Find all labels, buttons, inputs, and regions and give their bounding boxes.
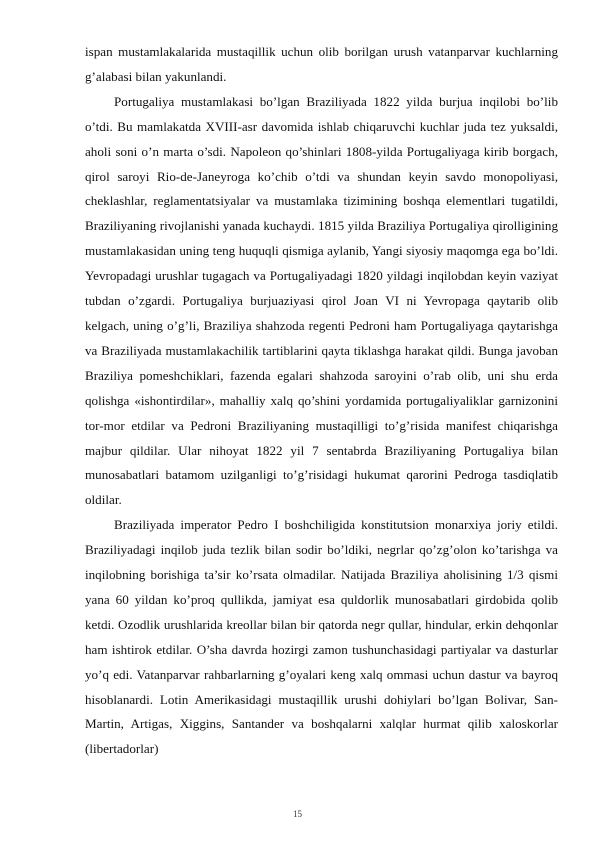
body-text xyxy=(85,40,558,762)
paragraph-continuation: ispan mustamlakalarida mustaqillik uchun olib borilgan urush vatanparvar kuchlarning g’alabasi bilan yakunlandi. xyxy=(85,44,558,84)
paragraph-constitutional-monarchy: Braziliyada imperator Pedro I boshchiligida konstitutsion monarxiya joriy etildi. Braziliyadagi inqilob juda tezlik bilan sodir bo’ldiki, negrlar qo’zg’olon ko’tarishga va inqilobning borishiga ta’sir ko’rsata olmadilar. Natijada Braziliya aholisining 1/3 qismi yana 60 yildan ko’proq qullikda, jamiyat esa quldorlik munosabatlari girdobida qolib ketdi. Ozodlik urushlarida kreollar bilan bir qatorda negr qullar, hindular, erkin dehqonlar ham ishtirok etdilar. O’sha davrda hozirgi zamon tushunchasidagi partiyalar va dasturlar yo’q edi. Vatanparvar rahbarlarning g’oyalari keng xalq ommasi uchun dastur va bayroq hisoblanardi. Lotin Amerikasidagi mustaqillik urushi dohiylari bo’lgan Bolivar, San-Martin, Artigas, Xiggins, Santander va boshqalarni xalqlar hurmat qilib xaloskorlar (libertadorlar) xyxy=(85,517,558,757)
page-number: 15 xyxy=(293,809,302,819)
paragraph-brazil-revolution: Portugaliya mustamlakasi bo’lgan Braziliyada 1822 yilda burjua inqilobi bo’lib o’tdi. Bu mamlakatda XVIII-asr davomida ishlab chiqaruvchi kuchlar juda tez yuksaldi, aholi soni o’n marta o’sdi. Napoleon qo’shinlari 1808-yilda Portugaliyaga kirib borgach, qirol saroyi Rio-de-Janeyroga ko’chib o’tdi va shundan keyin savdo monopoliyasi, cheklashlar, reglamentatsiyalar va mustamlaka tizimining boshqa elementlari tugatildi, Braziliyaning rivojlanishi yanada kuchaydi. 1815 yilda Braziliya Portugaliya qirolligining mustamlakasidan uning teng huquqli qismiga aylanib, Yangi siyosiy maqomga ega bo’ldi. Yevropadagi urushlar tugagach va Portugaliyadagi 1820 yildagi inqilobdan keyin vaziyat tubdan o’zgardi. Portugaliya burjuaziyasi qirol Joan VI ni Yevropaga qaytarib olib kelgach, uning o’g’li, Braziliya shahzoda regenti Pedroni ham Portugaliyaga qaytarishga va Braziliyada mustamlakachilik tartiblarini qayta tiklashga harakat qildi. Bunga javoban Braziliya pomeshchiklari, fazenda egalari shahzoda saroyini o’rab olib, uni shu erda qolishga «ishontirdilar», mahalliy xalq qo’shini yordamida portugaliyaliklar garnizonini tor-mor etdilar va Pedroni Braziliyaning mustaqilligi to’g’risida manifest chiqarishga majbur qildilar. Ular nihoyat 1822 yil 7 sentabrda Braziliyaning Portugaliya bilan munosabatlari batamom uzilganligi to’g’risidagi hukumat qarorini Pedroga tasdiqlatib oldilar. xyxy=(85,93,558,508)
